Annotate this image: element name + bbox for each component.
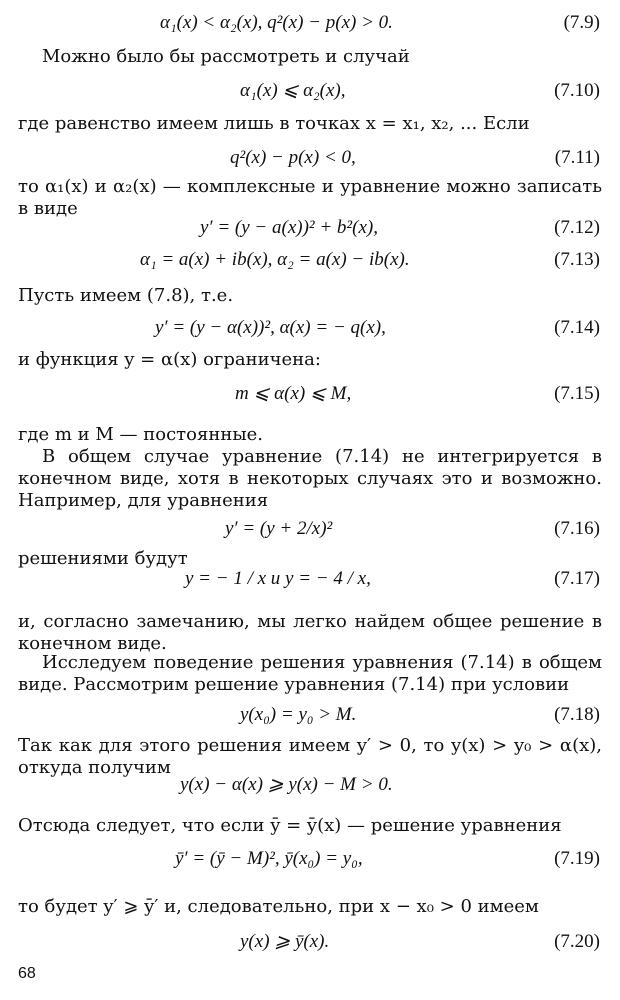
text-line-1: Можно было бы рассмотреть и случай (42, 46, 410, 67)
formula-7-9: α₁(x) < α₂(x), q²(x) − p(x) > 0. (160, 12, 393, 33)
formula-7-16: y′ = (y + 2/x)² (225, 518, 333, 539)
text-line-8: решениями будут (18, 548, 188, 569)
equation-number-7-13: (7.13) (554, 249, 600, 270)
text-paragraph-11: Так как для этого решения имеем y′ > 0, то y(x) > y₀ > α(x), откуда получим (18, 735, 602, 778)
text-paragraph-10: Исследуем поведение решения уравнения (7.14) в общем виде. Рассмотрим решение уравнения (7.14) при условии (18, 652, 602, 695)
equation-number-7-10: (7.10) (554, 80, 600, 101)
equation-number-7-20: (7.20) (554, 931, 600, 952)
equation-number-7-12: (7.12) (554, 217, 600, 238)
formula-7-12: y′ = (y − a(x))² + b²(x), (200, 217, 378, 238)
text-paragraph-7: В общем случае уравнение (7.14) не интегрируется в конечном виде, хотя в некоторых случаях это и возможно. Например, для уравнения (18, 446, 602, 511)
formula-7-10: α₁(x) ⩽ α₂(x), (240, 80, 346, 101)
formula-7-11: q²(x) − p(x) < 0, (230, 147, 356, 168)
equation-number-7-11: (7.11) (554, 147, 600, 168)
text-line-2: где равенство имеем лишь в точках x = x₁, x₂, ... Если (18, 113, 530, 134)
formula-7-17: y = − 1 / x и y = − 4 / x, (185, 568, 371, 589)
text-line-13: то будет y′ ⩾ ȳ′ и, следовательно, при x − x₀ > 0 имеем (18, 896, 539, 917)
formula-7-20: y(x) ⩾ ȳ(x). (240, 931, 330, 952)
text-paragraph-3: то α₁(x) и α₂(x) — комплексные и уравнение можно записать в виде (18, 176, 602, 219)
equation-number-7-9: (7.9) (563, 12, 600, 33)
formula-7-13: α₁ = a(x) + ib(x), α₂ = a(x) − ib(x). (140, 249, 410, 270)
text-line-12: Отсюда следует, что если ȳ = ȳ(x) — решение уравнения (18, 815, 562, 836)
equation-number-7-14: (7.14) (554, 317, 600, 338)
equation-number-7-16: (7.16) (554, 518, 600, 539)
formula-7-18: y(x₀) = y₀ > M. (240, 704, 357, 725)
equation-number-7-19: (7.19) (554, 848, 600, 869)
equation-number-7-15: (7.15) (554, 383, 600, 404)
equation-number-7-18: (7.18) (554, 704, 600, 725)
text-line-4: Пусть имеем (7.8), т.е. (18, 285, 234, 306)
text-line-6: где m и M — постоянные. (18, 424, 264, 445)
equation-number-7-17: (7.17) (554, 568, 600, 589)
formula-7-19: ȳ′ = (ȳ − M)², ȳ(x₀) = y₀, (175, 848, 363, 869)
formula-7-15: m ⩽ α(x) ⩽ M, (235, 383, 352, 404)
page-number: 68 (18, 965, 36, 982)
text-paragraph-9: и, согласно замечанию, мы легко найдем общее решение в конечном виде. (18, 611, 602, 654)
formula-inequality: y(x) − α(x) ⩾ y(x) − M > 0. (180, 774, 393, 795)
text-line-5: и функция y = α(x) ограничена: (18, 349, 321, 370)
formula-7-14: y′ = (y − α(x))², α(x) = − q(x), (155, 317, 386, 338)
